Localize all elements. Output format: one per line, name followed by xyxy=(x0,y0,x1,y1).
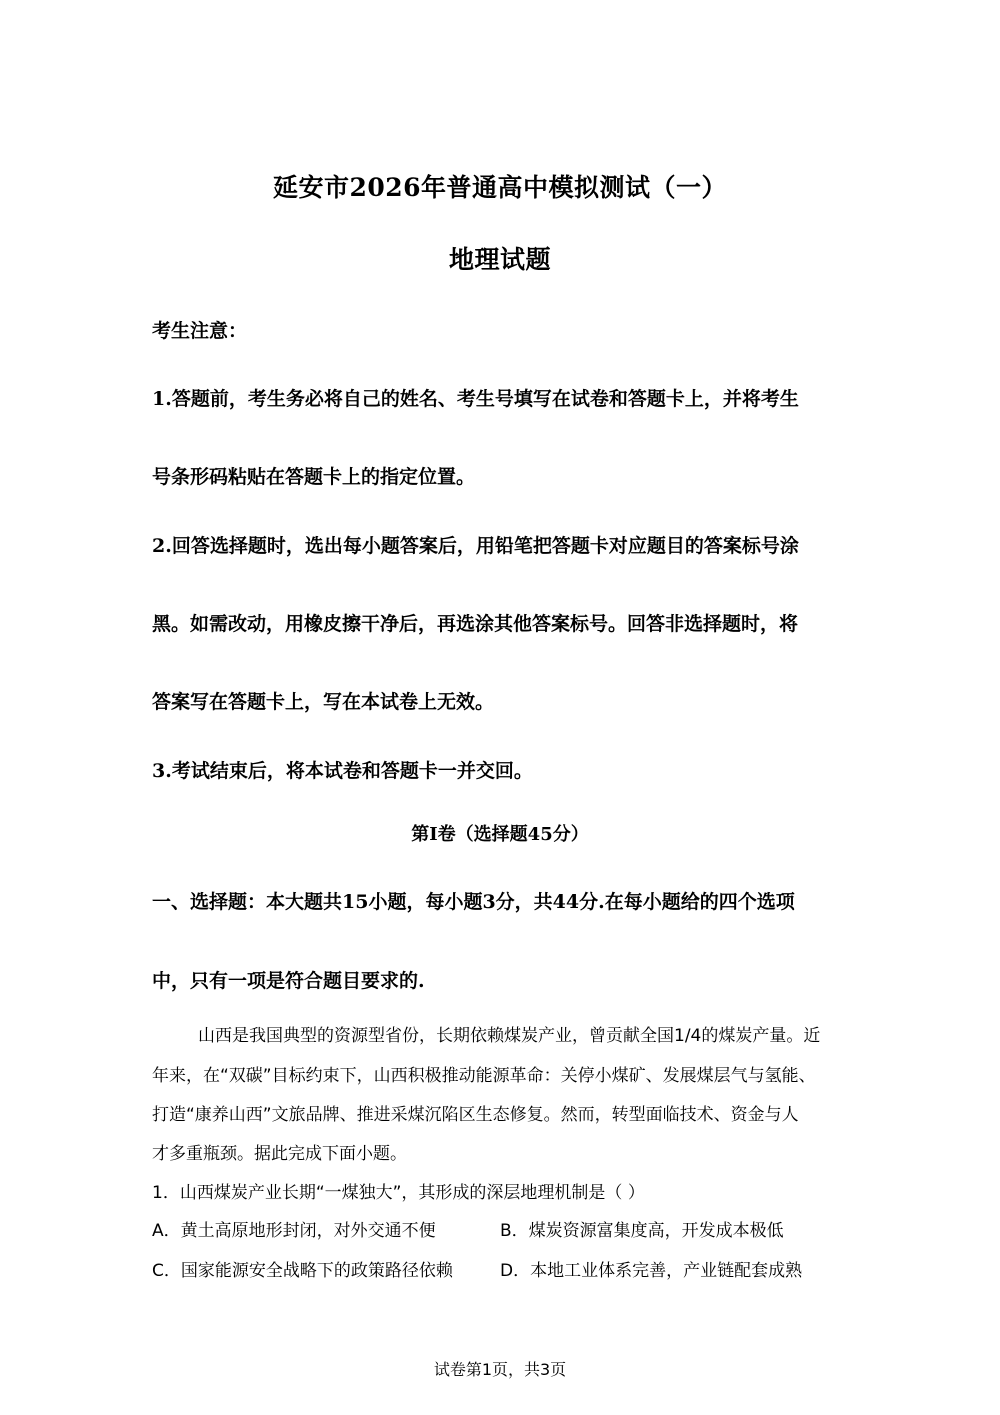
passage-line: 打造“康养山西”文旅品牌、推进采煤沉陷区生态修复。然而，转型面临技术、资金与人 xyxy=(152,1105,799,1125)
passage-line: 才多重瓶颈。据此完成下面小题。 xyxy=(152,1144,407,1164)
page-footer: 试卷第1页，共3页 xyxy=(433,1360,567,1379)
notice-line: 3.考试结束后，将本试卷和答题卡一并交回。 xyxy=(152,760,533,782)
notice-line: 答案写在答题卡上，写在本试卷上无效。 xyxy=(152,691,495,713)
part-instruction-line: 中，只有一项是符合题目要求的. xyxy=(152,970,425,992)
option-a: A．黄土高原地形封闭，对外交通不便 xyxy=(152,1221,436,1241)
passage-line: 年来，在“双碳”目标约束下，山西积极推动能源革命：关停小煤矿、发展煤层气与氢能、 xyxy=(152,1066,816,1086)
notice-line: 黑。如需改动，用橡皮擦干净后，再选涂其他答案标号。回答非选择题时，将 xyxy=(152,613,799,635)
option-b: B．煤炭资源富集度高，开发成本极低 xyxy=(500,1221,784,1241)
notice-line: 号条形码粘贴在答题卡上的指定位置。 xyxy=(152,466,476,488)
question-stem: 1．山西煤炭产业长期“一煤独大”，其形成的深层地理机制是（ ） xyxy=(152,1183,645,1203)
notice-heading: 考生注意： xyxy=(152,320,248,342)
option-c: C．国家能源安全战略下的政策路径依赖 xyxy=(152,1261,453,1281)
notice-line: 2.回答选择题时，选出每小题答案后，用铅笔把答题卡对应题目的答案标号涂 xyxy=(152,535,799,557)
subject-title: 地理试题 xyxy=(448,245,551,274)
option-d: D．本地工业体系完善，产业链配套成熟 xyxy=(500,1261,803,1281)
section-heading: 第Ⅰ卷（选择题45分） xyxy=(411,824,589,845)
part-instruction-line: 一、选择题：本大题共15小题，每小题3分，共44分.在每小题给的四个选项 xyxy=(152,891,795,913)
notice-line: 1.答题前，考生务必将自己的姓名、考生号填写在试卷和答题卡上，并将考生 xyxy=(152,388,799,410)
passage-line: 山西是我国典型的资源型省份，长期依赖煤炭产业，曾贡献全国1/4的煤炭产量。近 xyxy=(198,1026,821,1046)
exam-title: 延安市2026年普通高中模拟测试（一） xyxy=(272,173,728,202)
